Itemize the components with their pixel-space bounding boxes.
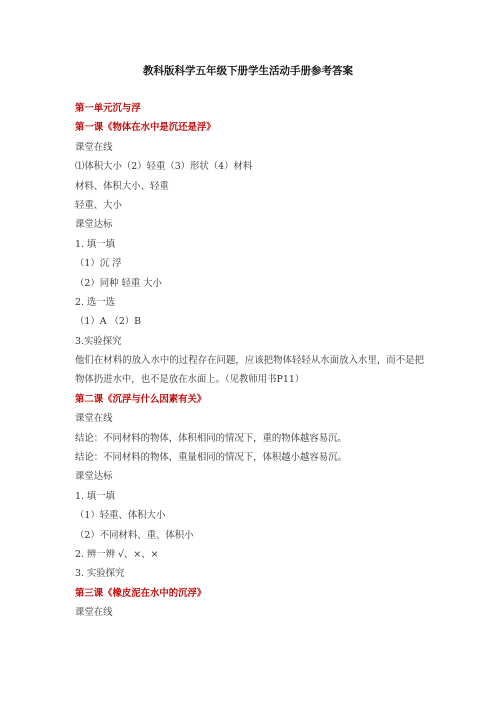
text-line: （1）沉 浮 xyxy=(75,258,122,270)
text-line: （1）轻重、体积大小 xyxy=(75,510,166,522)
document-title: 教科版科学五年级下册学生活动手册参考答案 xyxy=(143,65,353,77)
section-heading: 第一课《物体在水中是沉还是浮》 xyxy=(75,122,216,134)
text-line: （1）A （2）B xyxy=(75,316,142,328)
section-heading: 第二课《沉浮与什么因素有关》 xyxy=(75,393,207,405)
text-line: 课堂达标 xyxy=(75,219,113,231)
text-line: 轻重、大小 xyxy=(75,199,122,211)
text-line: 2. 辨一辨 √、×、× xyxy=(75,549,159,561)
text-line: （2）同种 轻重 大小 xyxy=(75,277,162,289)
text-line: 材料、体积大小、轻重 xyxy=(75,180,169,192)
text-line: 课堂在线 xyxy=(75,413,113,425)
text-line: 2. 选一选 xyxy=(75,296,116,308)
text-line: 3. 实验探究 xyxy=(75,568,125,580)
text-line: 结论：不同材料的物体，重量相同的情况下，体积越小越容易沉。 xyxy=(75,452,347,464)
text-line: ⑴体积大小（2）轻重（3）形状（4）材料 xyxy=(75,161,253,173)
document-body xyxy=(75,99,435,623)
text-line: 1. 填一填 xyxy=(75,490,116,502)
text-line: 课堂在线 xyxy=(75,141,113,153)
text-line: 1. 填一填 xyxy=(75,238,116,250)
section-heading: 第一单元沉与浮 xyxy=(75,103,141,114)
body-paragraph: 他们在材料的放入水中的过程存在问题，应该把物体轻轻从水面放入水里，而不是把物体扔进水中，也不是放在水面上。（见教师用书P11） xyxy=(75,355,424,386)
text-line: 课堂达标 xyxy=(75,471,113,483)
text-line: 课堂在线 xyxy=(75,607,113,619)
text-line: 结论：不同材料的物体，体积相同的情况下，重的物体越容易沉。 xyxy=(75,432,347,444)
text-line: （2）不同材料、重、体积小 xyxy=(75,529,194,541)
text-line: 3.实验探究 xyxy=(75,335,122,347)
section-heading: 第三课《橡皮泥在水中的沉浮》 xyxy=(75,587,207,599)
